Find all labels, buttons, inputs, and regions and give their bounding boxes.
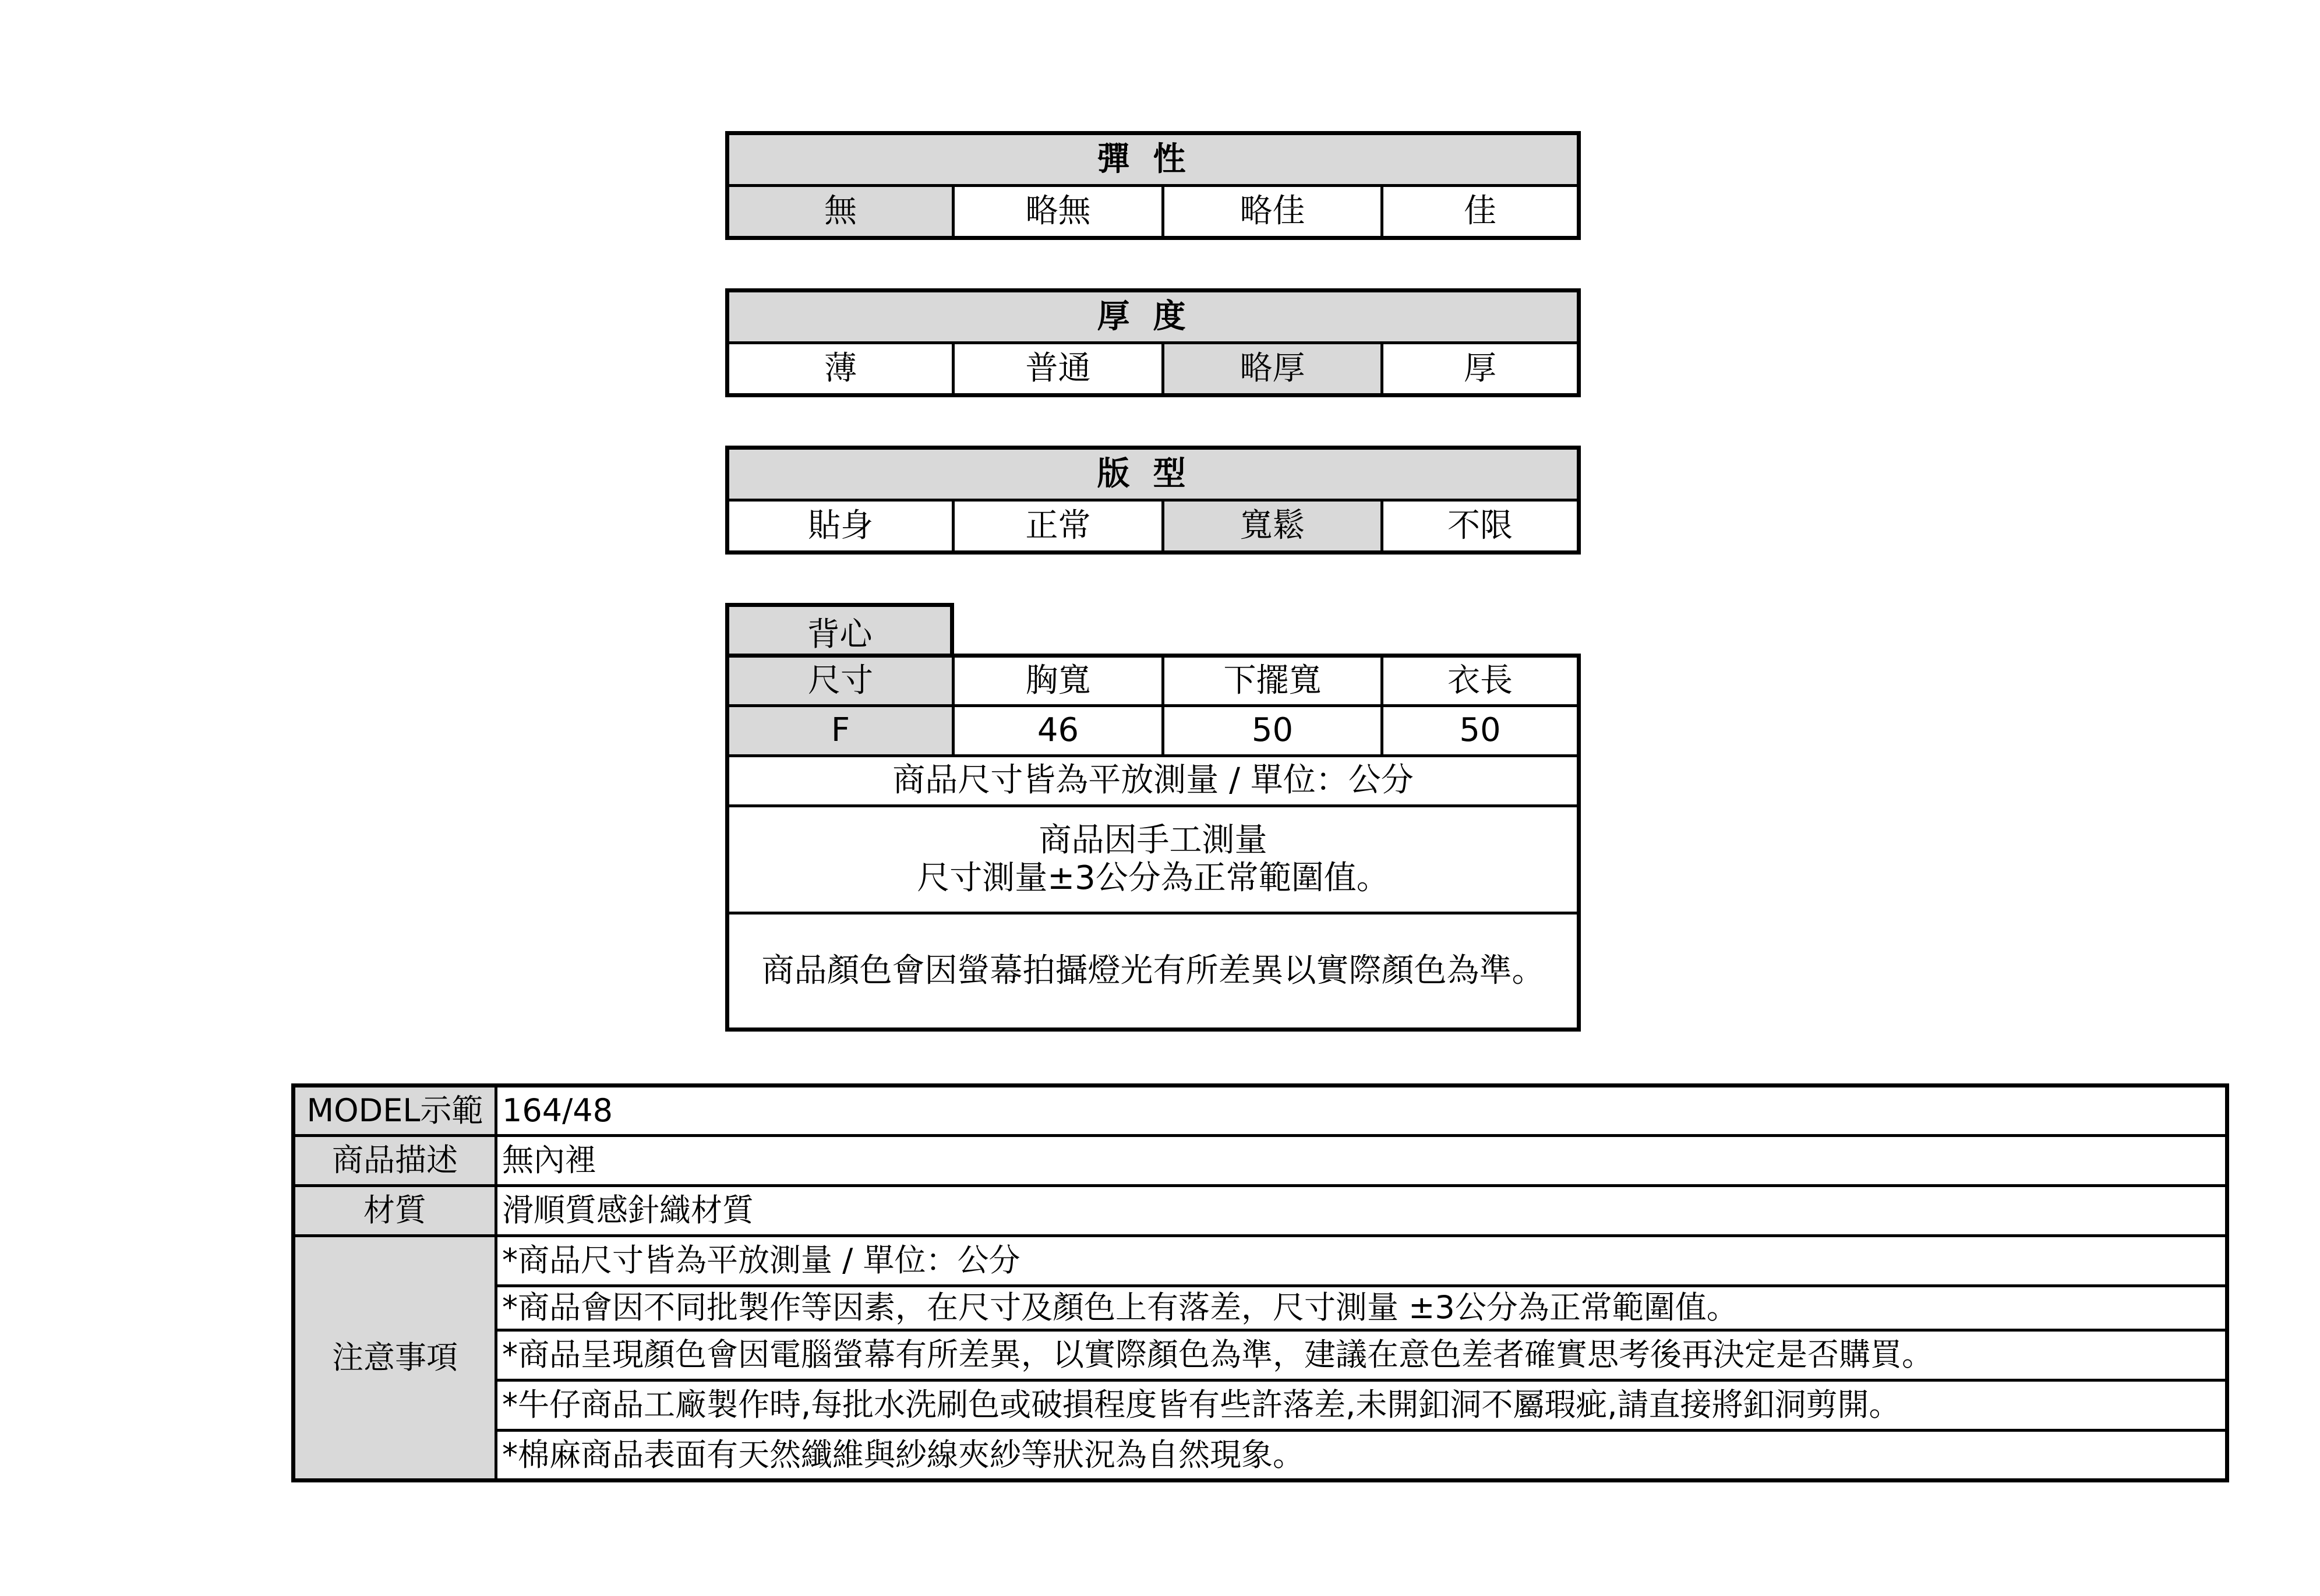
fit-option-regular: 正常: [954, 500, 1163, 553]
table-row: [728, 706, 1579, 756]
fit-option-unlimited: 不限: [1382, 500, 1579, 553]
thickness-option-thin: 薄: [728, 343, 954, 396]
thickness-table: [725, 288, 1581, 397]
elasticity-option-slightly-good: 略佳: [1163, 186, 1382, 238]
description-label: 商品描述: [294, 1136, 496, 1186]
size-cell-chest: 46: [954, 706, 1163, 756]
size-table: [725, 654, 1581, 1032]
thickness-option-thick: 厚: [1382, 343, 1579, 396]
elasticity-option-none: 無: [728, 186, 954, 238]
size-note-handmade: [728, 806, 1579, 913]
product-info-table: [291, 1083, 2229, 1482]
note-item: *棉麻商品表面有天然纖維與紗線夾紗等狀況為自然現象。: [496, 1431, 2227, 1481]
model-value: 164/48: [496, 1086, 2227, 1136]
note-item: *商品尺寸皆為平放測量 / 單位：公分: [496, 1236, 2227, 1286]
thickness-option-normal: 普通: [954, 343, 1163, 396]
note-item: *牛仔商品工廠製作時,每批水洗刷色或破損程度皆有些許落差,未開釦洞不屬瑕疵,請直接將釦洞剪開。: [496, 1380, 2227, 1431]
size-category-tab: [725, 603, 954, 656]
thickness-option-slightly-thick: 略厚: [1163, 343, 1382, 396]
material-label: 材質: [294, 1186, 496, 1236]
fit-option-loose: 寬鬆: [1163, 500, 1382, 553]
size-note-measure: 商品尺寸皆為平放測量 / 單位：公分: [728, 756, 1579, 806]
size-category-label: 背心: [807, 615, 873, 654]
note-item: *商品呈現顏色會因電腦螢幕有所差異，以實際顏色為準，建議在意色差者確實思考後再決定是否購買。: [496, 1330, 2227, 1380]
fit-table: [725, 446, 1581, 555]
size-header-hem: 下擺寬: [1163, 656, 1382, 706]
elasticity-option-good: 佳: [1382, 186, 1579, 238]
size-cell-hem: 50: [1163, 706, 1382, 756]
size-note-handmade-line1: 商品因手工測量: [1039, 821, 1267, 860]
note-item: *商品會因不同批製作等因素，在尺寸及顏色上有落差，尺寸測量 ±3公分為正常範圍值。: [496, 1286, 2227, 1330]
elasticity-title: 彈性: [728, 133, 1579, 186]
elasticity-option-slightly-none: 略無: [954, 186, 1163, 238]
elasticity-table: [725, 131, 1581, 240]
notes-label: 注意事項: [294, 1236, 496, 1481]
size-header-chest: 胸寬: [954, 656, 1163, 706]
fit-option-fitted: 貼身: [728, 500, 954, 553]
size-note-handmade-line2: 尺寸測量±3公分為正常範圍值。: [917, 859, 1389, 897]
size-header-size: 尺寸: [728, 656, 954, 706]
thickness-title: 厚度: [728, 291, 1579, 343]
size-note-color: 商品顏色會因螢幕拍攝燈光有所差異以實際顏色為準。: [728, 913, 1579, 1030]
fit-title: 版型: [728, 448, 1579, 500]
description-value: 無內裡: [496, 1136, 2227, 1186]
material-value: 滑順質感針織材質: [496, 1186, 2227, 1236]
size-header-length: 衣長: [1382, 656, 1579, 706]
size-cell-size: F: [728, 706, 954, 756]
size-cell-length: 50: [1382, 706, 1579, 756]
model-label: MODEL示範: [294, 1086, 496, 1136]
